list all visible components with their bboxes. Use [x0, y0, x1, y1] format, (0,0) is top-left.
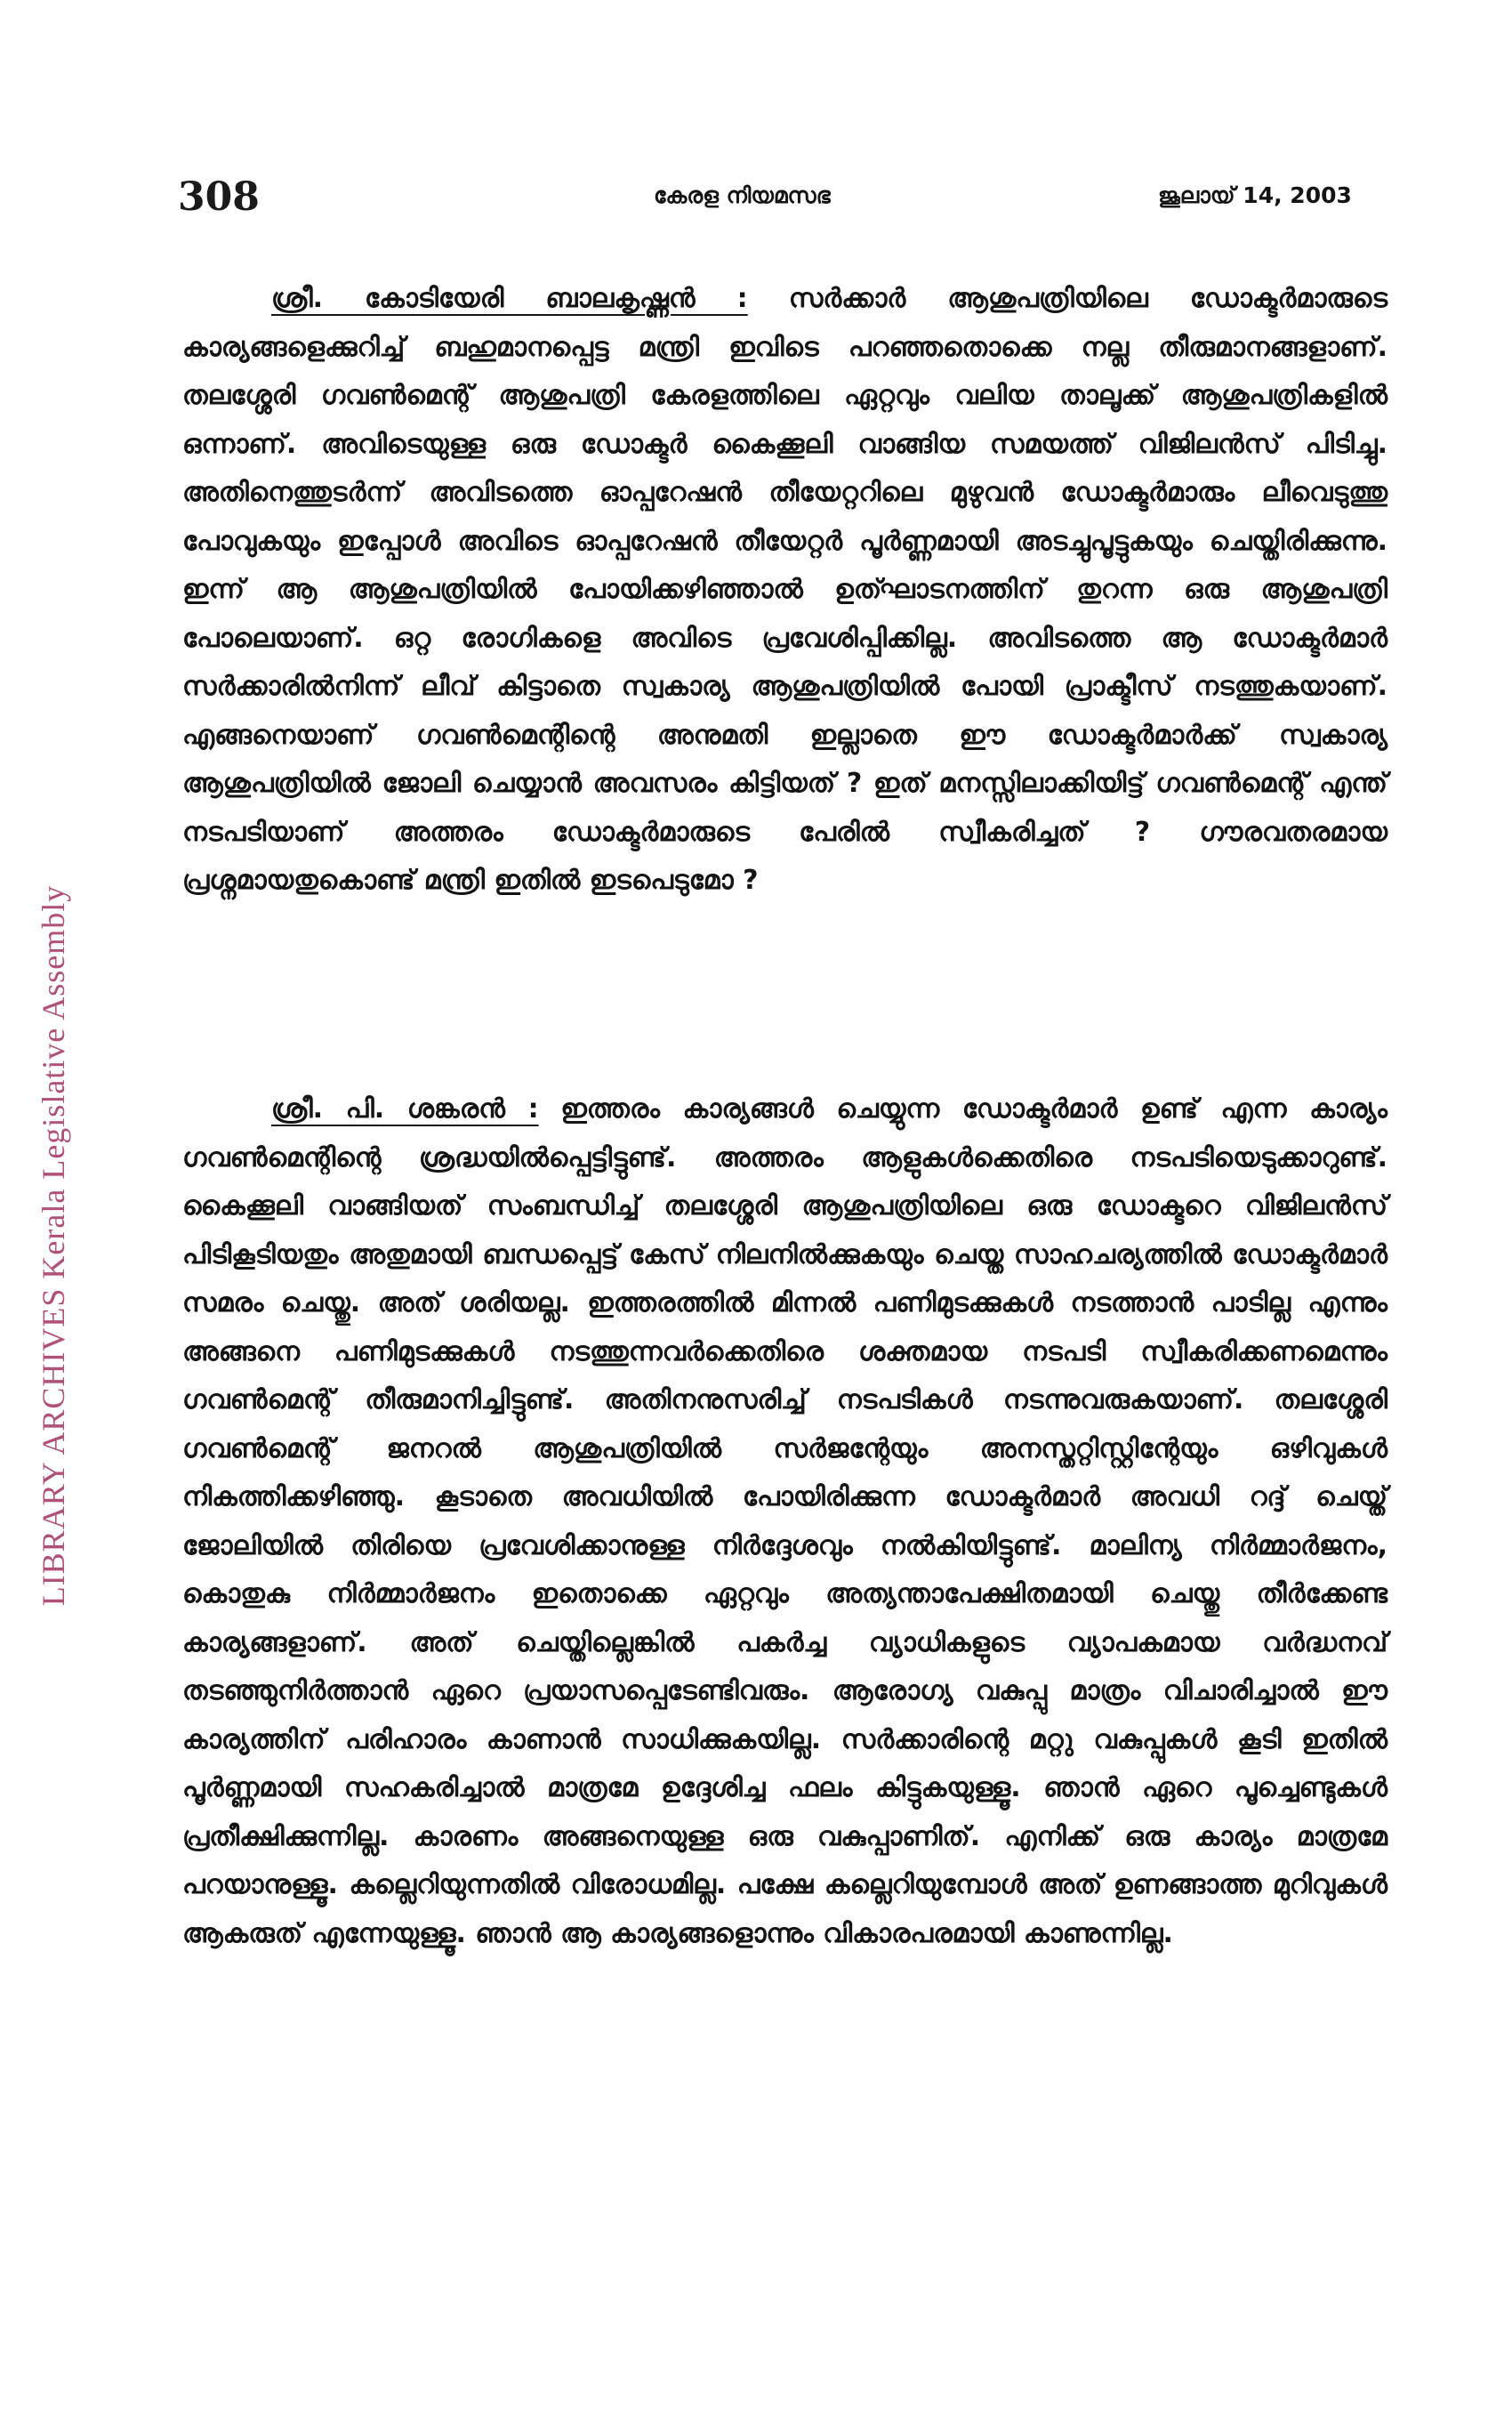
- speaker-name: ശ്രീ. പി. ശങ്കരൻ :: [271, 1093, 539, 1125]
- speech-text: സർക്കാർ ആശുപത്രിയിലെ ഡോക്ടർമാരുടെ കാര്യങ്ങളെക്കുറിച്ച് ബഹുമാനപ്പെട്ട മന്ത്രി ഇവിടെ പറഞ്ഞതൊക്കെ നല്ല തീരുമാനങ്ങളാണ്. തലശ്ശേരി ഗവൺമെന്റ് ആശുപത്രി കേരളത്തിലെ ഏറ്റവും വലിയ താലൂക്ക് ആശുപത്രികളിൽ ഒന്നാണ്. അവിടെയുള്ള ഒരു ഡോക്ടർ കൈക്കൂലി വാങ്ങിയ സമയത്ത് വിജിലൻസ് പിടിച്ചു. അതിനെത്തുടർന്ന് അവിടത്തെ ഓപ്പറേഷൻ തീയേറ്ററിലെ മുഴുവൻ ഡോക്ടർമാരും ലീവെടുത്തു പോവുകയും ഇപ്പോൾ അവിടെ ഓപ്പറേഷൻ തീയേറ്റർ പൂർണ്ണമായി അടച്ചുപൂട്ടുകയും ചെയ്തിരിക്കുന്നു. ഇന്ന് ആ ആശുപത്രിയിൽ പോയിക്കഴിഞ്ഞാൽ ഉത്ഘാടനത്തിന് തുറന്ന ഒരു ആശുപത്രി പോലെയാണ്. ഒറ്റ രോഗികളെ അവിടെ പ്രവേശിപ്പിക്കില്ല. അവിടത്തെ ആ ഡോക്ടർമാർ സർക്കാരിൽനിന്ന് ലീവ് കിട്ടാതെ സ്വകാര്യ ആശുപത്രിയിൽ പോയി പ്രാക്ടീസ് നടത്തുകയാണ്. എങ്ങനെയാണ് ഗവൺമെന്റിന്റെ അനുമതി ഇല്ലാതെ ഈ ഡോക്ടർമാർക്ക് സ്വകാര്യ ആശുപത്രിയിൽ ജോലി ചെയ്യാൻ അവസരം കിട്ടിയത് ? ഇത് മനസ്സിലാക്കിയിട്ട് ഗവൺമെന്റ് എന്ത് നടപടിയാണ് അത്തരം ഡോക്ടർമാരുടെ പേരിൽ സ്വീകരിച്ചത് ? ഗൗരവതരമായ പ്രശ്നമായതുകൊണ്ട് മന്ത്രി ഇതിൽ ഇടപെടുമോ ?: [182, 283, 1388, 896]
- speech-block: [182, 1085, 1387, 1958]
- page-number: 308: [178, 174, 260, 220]
- speaker-name: ശ്രീ. കോടിയേരി ബാലകൃഷ്ണൻ :: [271, 283, 748, 314]
- speech-paragraph: [182, 1085, 1387, 1958]
- speech-block: [182, 275, 1387, 906]
- archive-watermark: LIBRARY ARCHIVES Kerala Legislative Assembly: [36, 884, 71, 1607]
- running-date: ജൂലായ് 14, 2003: [1158, 182, 1352, 208]
- speech-text: ഇത്തരം കാര്യങ്ങൾ ചെയ്യുന്ന ഡോക്ടർമാർ ഉണ്ട് എന്ന കാര്യം ഗവൺമെന്റിന്റെ ശ്രദ്ധയിൽപ്പെട്ടിട്ടുണ്ട്. അത്തരം ആളുകൾക്കെതിരെ നടപടിയെടുക്കാറുണ്ട്. കൈക്കൂലി വാങ്ങിയത് സംബന്ധിച്ച് തലശ്ശേരി ആശുപത്രിയിലെ ഒരു ഡോക്ടറെ വിജിലൻസ് പിടികൂടിയതും അതുമായി ബന്ധപ്പെട്ട് കേസ് നിലനിൽക്കുകയും ചെയ്ത സാഹചര്യത്തിൽ ഡോക്ടർമാർ സമരം ചെയ്തു. അത് ശരിയല്ല. ഇത്തരത്തിൽ മിന്നൽ പണിമുടക്കുകൾ നടത്താൻ പാടില്ല എന്നും അങ്ങനെ പണിമുടക്കുകൾ നടത്തുന്നവർക്കെതിരെ ശക്തമായ നടപടി സ്വീകരിക്കണമെന്നും ഗവൺമെന്റ് തീരുമാനിച്ചിട്ടുണ്ട്. അതിനനുസരിച്ച് നടപടികൾ നടന്നുവരുകയാണ്. തലശ്ശേരി ഗവൺമെന്റ് ജനറൽ ആശുപത്രിയിൽ സർജന്റേയും അനസ്തറ്റിസ്റ്റിന്റേയും ഒഴിവുകൾ നികത്തിക്കഴിഞ്ഞു. കൂടാതെ അവധിയിൽ പോയിരിക്കുന്ന ഡോക്ടർമാർ അവധി റദ്ദ് ചെയ്ത് ജോലിയിൽ തിരിയെ പ്രവേശിക്കാനുള്ള നിർദ്ദേശവും നൽകിയിട്ടുണ്ട്. മാലിന്യ നിർമ്മാർജനം, കൊതുകു നിർമ്മാർജനം ഇതൊക്കെ ഏറ്റവും അത്യന്താപേക്ഷിതമായി ചെയ്തു തീർക്കേണ്ട കാര്യങ്ങളാണ്. അത് ചെയ്തില്ലെങ്കിൽ പകർച്ച വ്യാധികളുടെ വ്യാപകമായ വർദ്ധനവ് തടഞ്ഞുനിർത്താൻ ഏറെ പ്രയാസപ്പെടേണ്ടിവരും. ആരോഗ്യ വകുപ്പു മാത്രം വിചാരിച്ചാൽ ഈ കാര്യത്തിന് പരിഹാരം കാണാൻ സാധിക്കുകയില്ല. സർക്കാരിന്റെ മറ്റു വകുപ്പുകൾ കൂടി ഇതിൽ പൂർണ്ണമായി സഹകരിച്ചാൽ മാത്രമേ ഉദ്ദേശിച്ച ഫലം കിട്ടുകയുള്ളൂ. ഞാൻ ഏറെ പൂച്ചെണ്ടുകൾ പ്രതീക്ഷിക്കുന്നില്ല. കാരണം അങ്ങനെയുള്ള ഒരു വകുപ്പാണിത്. എനിക്ക് ഒരു കാര്യം മാത്രമേ പറയാനുള്ളൂ. കല്ലെറിയുന്നതിൽ വിരോധമില്ല. പക്ഷേ കല്ലെറിയുമ്പോൾ അത് ഉണങ്ങാത്ത മുറിവുകൾ ആകരുത് എന്നേയുള്ളൂ. ഞാൻ ആ കാര്യങ്ങളൊന്നും വികാരപരമായി കാണുന്നില്ല.: [182, 1093, 1387, 1949]
- running-title: കേരള നിയമസഭ: [654, 182, 831, 208]
- speech-paragraph: [182, 275, 1387, 906]
